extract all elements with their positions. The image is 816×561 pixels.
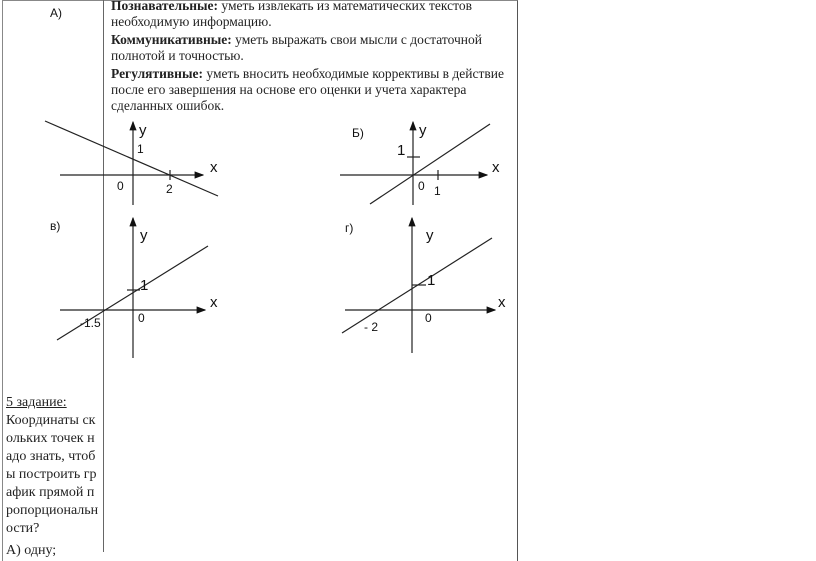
graph-a-tick-x: 2 [166, 182, 173, 196]
learning-goals [111, 0, 511, 116]
graph-g-x-label: x [498, 294, 506, 311]
graph-g-y-label: y [426, 227, 434, 244]
graph-b-origin: 0 [418, 179, 425, 193]
task-heading: 5 задание: [6, 395, 67, 410]
graph-a-tick-y: 1 [137, 142, 144, 156]
graph-a-label: А) [50, 6, 62, 20]
graph-v-origin: 0 [138, 311, 145, 325]
goal-regulative: Регулятивные: уметь вносить необходимые коррективы в действие после его завершения на основе его оценки и учета характера сделанных ошибок. [111, 66, 504, 113]
graph-v-tick-y: 1 [140, 277, 149, 294]
goal-communicative: Коммуникативные: уметь выражать свои мысли с достаточной полнотой и точностью. [111, 32, 482, 63]
graph-v-tick-x: -1.5 [80, 316, 101, 330]
graph-g-origin: 0 [425, 311, 432, 325]
graph-v [57, 218, 208, 358]
graph-a [45, 121, 218, 205]
task-option-a: А) одну; [6, 543, 57, 558]
task-question: Координаты скольких точек надо знать, чтобы построить график прямой пропорциональности? [6, 413, 99, 536]
graph-a-line [45, 121, 218, 196]
graph-b-y-label: y [419, 122, 427, 139]
graph-g-label: г) [345, 221, 354, 235]
graph-b-label: Б) [352, 126, 364, 140]
graph-v-y-label: y [140, 227, 148, 244]
task-5 [6, 394, 100, 560]
graph-v-label: в) [50, 219, 61, 233]
graph-v-x-label: x [210, 294, 218, 311]
graph-g-tick-x: - 2 [364, 320, 379, 334]
graph-b-tick-x: 1 [434, 184, 441, 198]
graph-g-tick-y: 1 [427, 272, 436, 289]
graph-b-line [370, 124, 490, 204]
graph-b-x-label: x [492, 159, 500, 176]
graph-a-origin: 0 [117, 179, 124, 193]
graph-a-x-label: x [210, 159, 218, 176]
graph-b-tick-y: 1 [397, 142, 406, 159]
goal-cognitive: Познавательные: уметь извлекать из математических текстов необходимую информацию. [111, 0, 472, 29]
graph-a-y-label: y [139, 122, 147, 139]
